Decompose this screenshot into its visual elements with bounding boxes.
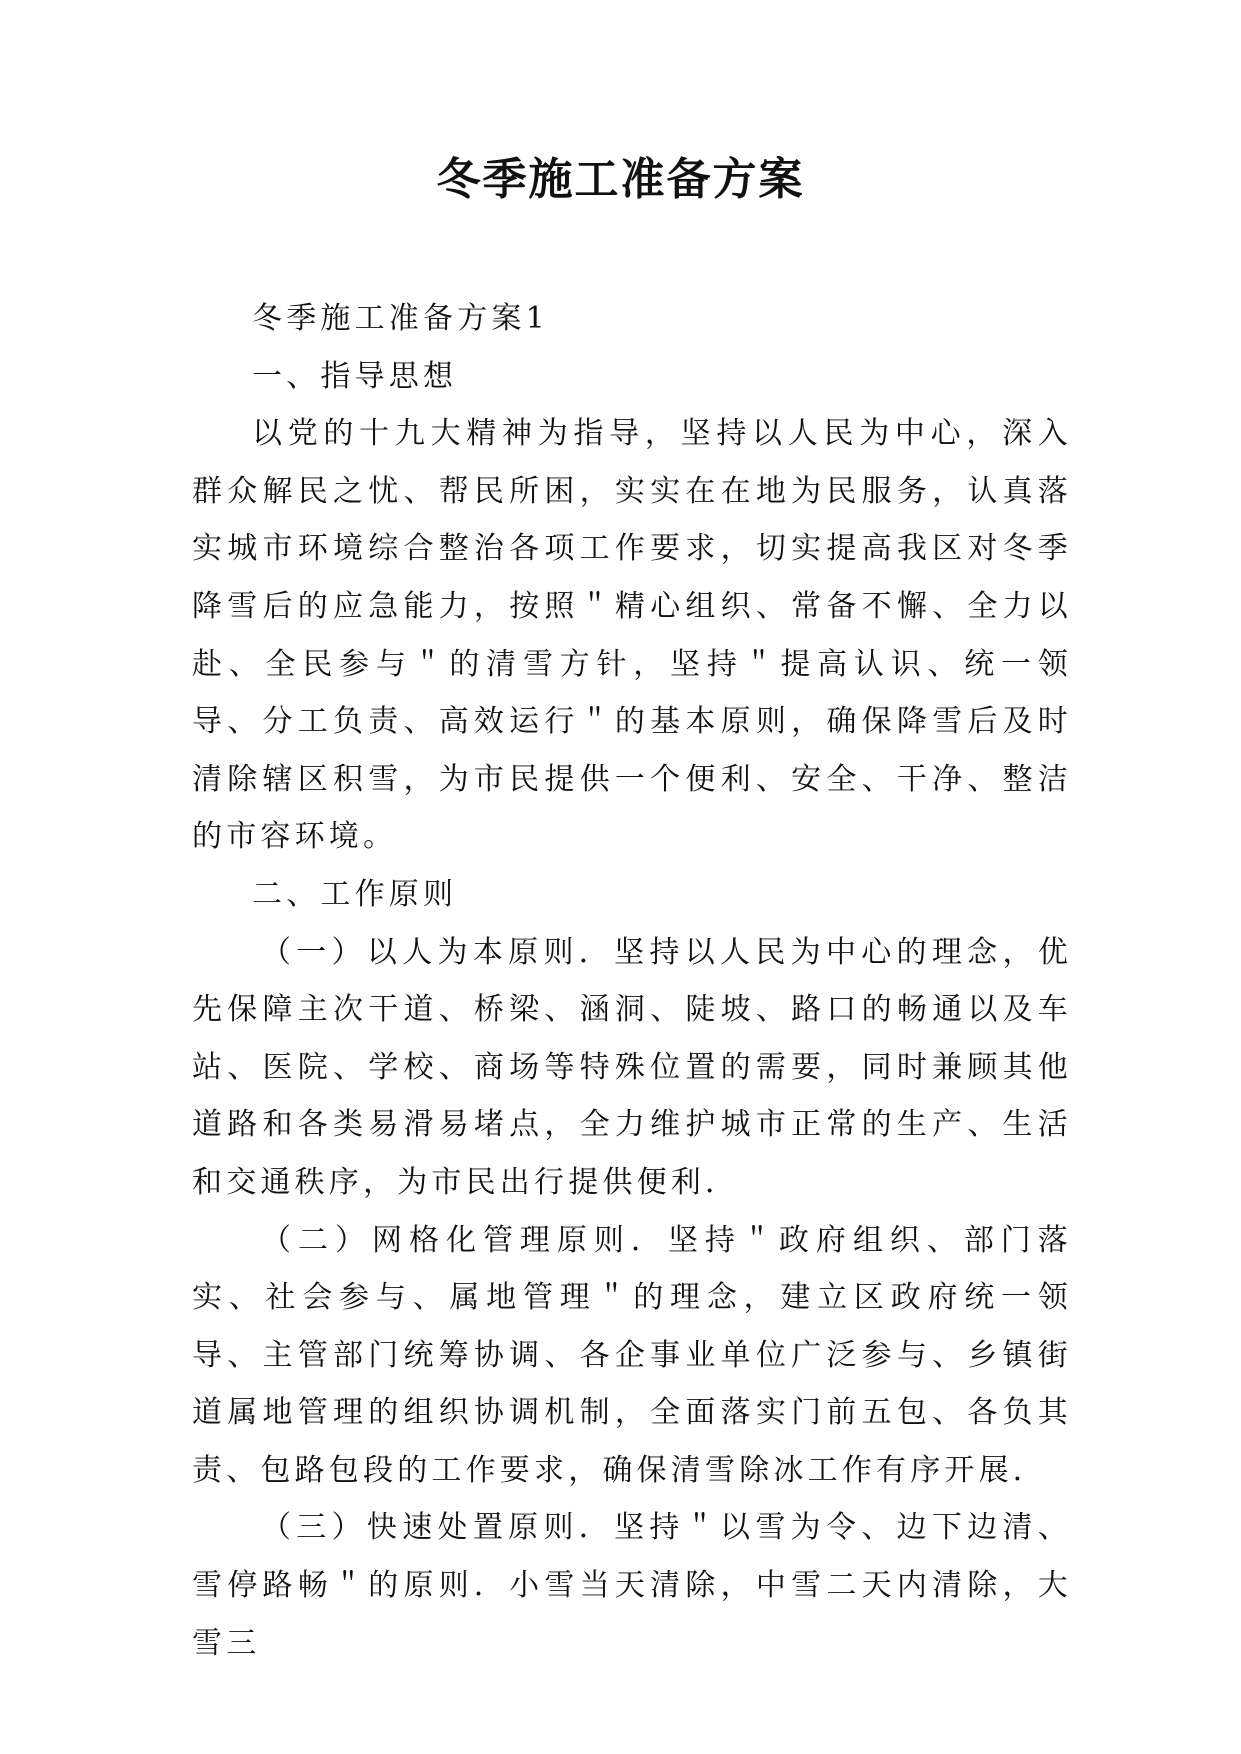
document-body	[192, 290, 1072, 1672]
paragraph-principle-1: （一）以人为本原则．坚持以人民为中心的理念，优先保障主次干道、桥梁、涵洞、陡坡、路口的畅通以及车站、医院、学校、商场等特殊位置的需要，同时兼顾其他道路和各类易滑易堵点，全力维护城市正常的生产、生活和交通秩序，为市民出行提供便利．	[192, 934, 1072, 1200]
heading-guiding-ideology: 一、指导思想	[252, 358, 458, 394]
paragraph-subtitle: 冬季施工准备方案1	[252, 301, 549, 336]
document-title: 冬季施工准备方案	[436, 154, 805, 205]
heading-work-principles: 二、工作原则	[252, 876, 458, 912]
paragraph-principle-3: （三）快速处置原则．坚持＂以雪为令、边下边清、雪停路畅＂的原则．小雪当天清除，中雪二天内清除，大雪三	[192, 1510, 1072, 1661]
paragraph-principle-2: （二）网格化管理原则．坚持＂政府组织、部门落实、社会参与、属地管理＂的理念，建立区政府统一领导、主管部门统筹协调、各企事业单位广泛参与、乡镇街道属地管理的组织协调机制，全面落实门前五包、各负其责、包路包段的工作要求，确保清雪除冰工作有序开展．	[192, 1222, 1072, 1488]
paragraph-guiding-ideology: 以党的十九大精神为指导，坚持以人民为中心，深入群众解民之忧、帮民所困，实实在在地为民服务，认真落实城市环境综合整治各项工作要求，切实提高我区对冬季降雪后的应急能力，按照＂精心组织、常备不懈、全力以赴、全民参与＂的清雪方针，坚持＂提高认识、统一领导、分工负责、高效运行＂的基本原则，确保降雪后及时清除辖区积雪，为市民提供一个便利、安全、干净、整洁的市容环境。	[192, 416, 1072, 855]
